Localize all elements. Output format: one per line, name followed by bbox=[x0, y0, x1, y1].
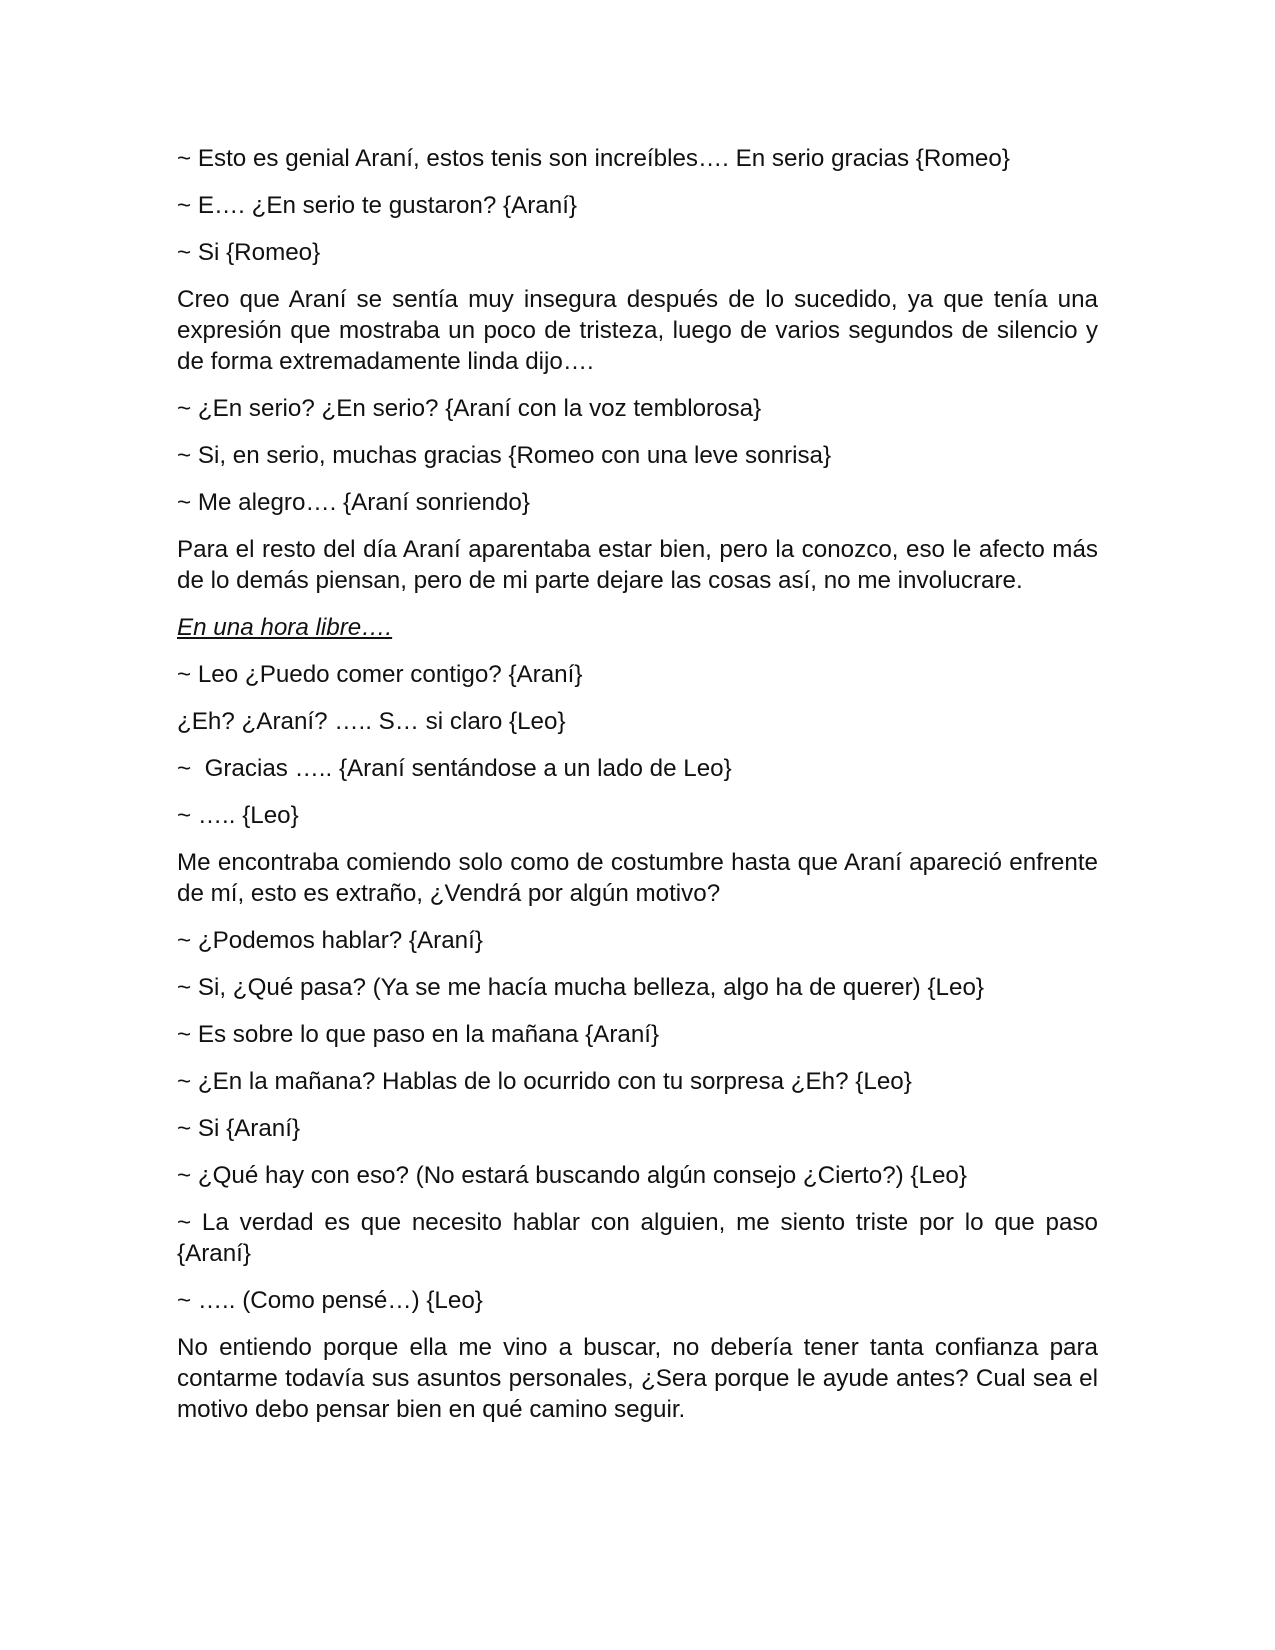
dialogue-line: ~ ¿Podemos hablar? {Araní} bbox=[177, 927, 483, 954]
dialogue-paragraph: ~ La verdad es que necesito hablar con alguien, me siento triste por lo que paso {Araní} bbox=[177, 1209, 1098, 1267]
narration-paragraph: No entiendo porque ella me vino a buscar, no debería tener tanta confianza para contarme todavía sus asuntos personales, ¿Sera porque le ayude antes? Cual sea el motivo debo pensar bien en qué camino seguir. bbox=[177, 1334, 1098, 1423]
dialogue-line: ~ Me alegro…. {Araní sonriendo} bbox=[177, 489, 530, 516]
dialogue-line: ~ Si, en serio, muchas gracias {Romeo con una leve sonrisa} bbox=[177, 442, 832, 469]
narration-paragraph: Creo que Araní se sentía muy insegura después de lo sucedido, ya que tenía una expresión que mostraba un poco de tristeza, luego de varios segundos de silencio y de forma extremadamente linda dijo…. bbox=[177, 286, 1098, 375]
dialogue-line: ~ Leo ¿Puedo comer contigo? {Araní} bbox=[177, 661, 583, 688]
narration-paragraph: Me encontraba comiendo solo como de costumbre hasta que Araní apareció enfrente de mí, esto es extraño, ¿Vendrá por algún motivo? bbox=[177, 849, 1098, 907]
dialogue-line: ~ Esto es genial Araní, estos tenis son increíbles…. En serio gracias {Romeo} bbox=[177, 145, 1010, 172]
dialogue-line: ~ ¿En la mañana? Hablas de lo ocurrido con tu sorpresa ¿Eh? {Leo} bbox=[177, 1068, 912, 1095]
narration-paragraph: Para el resto del día Araní aparentaba estar bien, pero la conozco, eso le afecto más de lo demás piensan, pero de mi parte dejare las cosas así, no me involucrare. bbox=[177, 536, 1098, 594]
dialogue-line: ~ ….. {Leo} bbox=[177, 802, 299, 829]
dialogue-line: ~ ¿Qué hay con eso? (No estará buscando algún consejo ¿Cierto?) {Leo} bbox=[177, 1162, 967, 1189]
dialogue-line: ~ Es sobre lo que paso en la mañana {Araní} bbox=[177, 1021, 660, 1048]
dialogue-line: ~ Si {Romeo} bbox=[177, 239, 321, 266]
dialogue-line: ¿Eh? ¿Araní? ….. S… si claro {Leo} bbox=[177, 708, 566, 735]
document-page bbox=[177, 143, 1098, 1441]
dialogue-line: ~ E…. ¿En serio te gustaron? {Araní} bbox=[177, 192, 577, 219]
dialogue-line: ~ ….. (Como pensé…) {Leo} bbox=[177, 1287, 483, 1314]
dialogue-line: ~ ¿En serio? ¿En serio? {Araní con la voz temblorosa} bbox=[177, 395, 762, 422]
scene-heading: En una hora libre…. bbox=[177, 614, 393, 641]
dialogue-line: ~ Si, ¿Qué pasa? (Ya se me hacía mucha belleza, algo ha de querer) {Leo} bbox=[177, 974, 984, 1001]
dialogue-line: ~ Si {Araní} bbox=[177, 1115, 301, 1142]
dialogue-line: ~ Gracias ….. {Araní sentándose a un lado de Leo} bbox=[177, 755, 732, 782]
